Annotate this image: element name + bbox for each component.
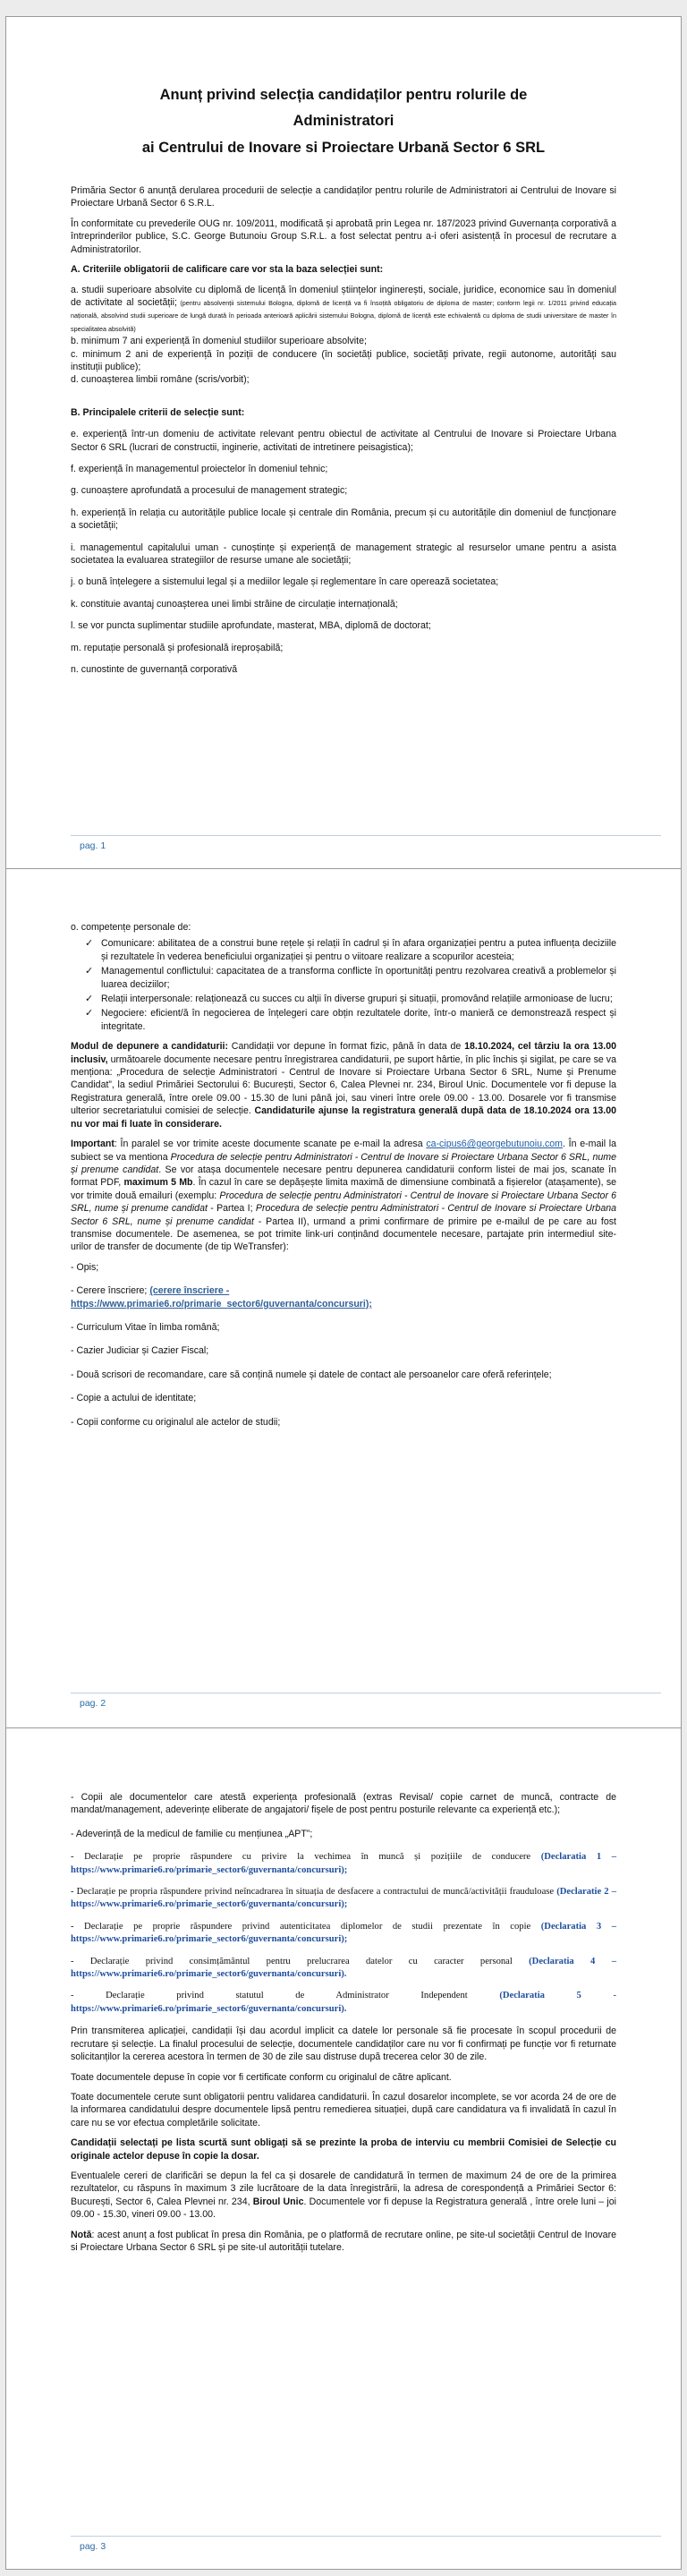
important-paragraph [71, 1138, 616, 1254]
important-text: . Se vor atașa documentele necesare pentru depunerea candidaturii conform listei de mai jos, scanate în format PDF, [71, 1164, 616, 1189]
checkmark-icon: ✓ [85, 1008, 94, 1019]
important-text: . În e-mail la subiect se va mentiona [71, 1139, 616, 1163]
important-text: : În paralel se vor trimite aceste documente scanate pe e-mail la adresa [114, 1139, 427, 1150]
size-limit: maximum 5 Mb [123, 1177, 193, 1189]
mandatory-paragraph: Toate documentele cerute sunt obligatorii pentru validarea candidaturii. În cazul dosarelor incomplete, se vor acorda 24 de ore de la informarea candidatului despre documentele lipsă pentru remedierea situației, după care candidatura va fi invalidată în cazul în care nu se vor efectua completările solicitate. [71, 2091, 616, 2128]
submission-paragraph [71, 1040, 616, 1130]
footer-divider [71, 835, 661, 836]
competence-item [71, 993, 616, 1005]
declaration-text: - Declarație pe proprie răspundere privind autenticitatea diplomelor de studii prezentate în copie [71, 1921, 541, 1932]
criterion-l: l. se vor puncta suplimentar studiile aprofundate, masterat, MBA, diplomă de doctorat; [71, 620, 431, 632]
competence-item [71, 965, 616, 991]
submission-text: Candidații vor depune în format fizic, până în data de [227, 1041, 465, 1053]
criterion-i: i. managementul capitalului uman - cunoștințe și experiență de management strategic al resurselor umane pentru a asista societatea la evaluarea strategiilor de resurse umane ale societății; [71, 542, 616, 567]
section-a-title: A. Criteriile obligatorii de calificare care vor sta la baza selecției sunt: [71, 264, 384, 276]
page-number: pag. 3 [80, 2541, 106, 2552]
competence-text: Comunicare: abilitatea de a construi bune rețele și relații în cadrul și în afara organizației pentru a putea influența deciziile și rezultatele în vederea beneficiului organizației și pentru o viitoare realizare a scopurilor acesteia; [101, 938, 616, 962]
declaration-4-link[interactable]: (Declaratia 4 – https://www.primarie6.ro/primarie_sector6/guvernanta/concursuri). [71, 1956, 616, 1980]
interview-paragraph: Candidații selectați pe lista scurtă sunt obligați să se prezinte la proba de interviu cu membrii Comisiei de Selecție cu originale actelor depuse în copie la dosar. [71, 2137, 616, 2162]
document-title-line-2: Administratori [293, 113, 394, 130]
cerere-url-link[interactable]: https://www.primarie6.ro/primarie_sector6/guvernanta/concursuri); [71, 1298, 372, 1309]
doc-cerere [71, 1284, 616, 1310]
intro-paragraph-2: În conformitate cu prevederile OUG nr. 109/2011, modificată și aprobată prin Legea nr. 187/2023 privind Guvernanța corporativă a întreprinderilor publice, S.C. George Butunoiu Group S.R.L. a fost selectat pentru a-i oferi asistență în procesul de recrutare a Administratorilor. [71, 218, 616, 255]
doc-cerere-text: - Cerere înscriere; [71, 1285, 150, 1297]
checkmark-icon: ✓ [85, 966, 94, 977]
declaration-5 [71, 1990, 616, 2016]
competence-item [71, 1007, 616, 1033]
checkmark-icon: ✓ [85, 938, 94, 950]
important-text: . În cazul în care se depășește limita maximă de dimensiune combinată a fișierelor (atașamente), se vor trimite două emailuri (exemplu: [71, 1177, 617, 1201]
declaration-1 [71, 1851, 616, 1877]
submission-deadline: 18.10.2024, cel târziu la ora 13.00 inclusiv, [71, 1041, 616, 1065]
competence-text: Relații interpersonale: relaționează cu succes cu alții în diverse grupuri și situații, promovând relațiile armonioase de lucru; [101, 994, 613, 1005]
submission-warning: Candidaturile ajunse la registratura generală după data de 18.10.2024 ora 13.00 nu vor mai fi luate în considerare. [71, 1105, 616, 1130]
criterion-m: m. reputație personală și profesională ireproșabilă; [71, 642, 284, 653]
contact-email-link[interactable]: ca-cipus6@georgebutunoiu.com [426, 1139, 564, 1150]
submission-label: Modul de depunere a candidaturii: [71, 1041, 228, 1053]
criterion-a-text: a. studii superioare absolvite cu diplomă de licență în domeniul științelor inginerești, sociale, juridice, economice sau în domeniul de activitate al societății; [71, 284, 616, 308]
criterion-h: h. experiență în relația cu autoritățile publice locale și centrale din România, precum și cu autoritățile din domeniul de funcționare a societății; [71, 507, 616, 532]
doc-studii: - Copii conforme cu originalul ale actelor de studii; [71, 1416, 281, 1428]
note-text: : acest anunț a fost publicat în presa din România, pe o platformă de recrutare online, pe site-ul societății Centrul de Inovare si Proiectare Urbana Sector 6 SRL și pe site-ul autorității tutelare. [71, 2229, 616, 2253]
email-subject-example: Procedura de selecție pentru Administratori - Centrul de Inovare si Proiectare Urbana Sector 6 SRL, nume și prenume candidat [71, 1203, 616, 1227]
cerere-link[interactable]: (cerere înscriere - [149, 1285, 230, 1297]
submission-text: următoarele documente necesare pentru înregistrarea candidaturii, pe suport hârtie, în plic închis și sigilat, pe care se va menționa: „Procedura de selecție Administratori - Centrul de Inovare si Proiectare Urbana Sector 6 SRL, Nume și Prenume Candidat”, la sediul Primăriei Sectorului 6: București, Sector 6, Calea Plevnei nr. 234, Biroul Unic. Documentele vor fi depuse la Registratura generală, între orele 09.00 - 15.30 de luni până joi, sau vineri între orele 09.00 - 13.00. Dosarele vor fi transmise ulterior secretariatului comisiei de selecție. [71, 1053, 616, 1117]
competence-text: Negociere: eficient/ă în negocierea de înțelegeri care obțin rezultatele dorite, într-o manieră ce demonstrează respect și integritate. [101, 1008, 616, 1032]
criterion-k: k. constituie avantaj cunoașterea unei limbi străine de circulație internațională; [71, 598, 398, 610]
criterion-j: j. o bună înțelegere a sistemului legal și a mediilor legale și reglementare în care operează societatea; [71, 576, 499, 588]
email-subject-example: Procedura de selecție pentru Administratori - Centrul de Inovare si Proiectare Urbana Sector 6 SRL, nume și prenume candidat [71, 1190, 616, 1215]
declaration-3-link[interactable]: (Declaratia 3 – https://www.primarie6.ro/primarie_sector6/guvernanta/concursuri); [71, 1921, 617, 1945]
intro-paragraph-1: Primăria Sector 6 anunță derularea procedurii de selecție a candidaților pentru rolurile de Administratori ai Centrului de Inovare si Proiectare Urbană Sector 6 S.R.L. [71, 185, 616, 209]
criterion-a-note: (pentru absolvenții sistemului Bologna, diplomă de licență va fi însoțită obligatoriu de diploma de master; conform legii nr. 1/2011 privind educația națională, absolvind studii superioare de lungă durată în perioada anterioară aplicării sistemului Bologna, diplomă de licență este echivalentă cu diploma de studii universitare de master în specialitatea absolvită) [71, 298, 617, 333]
document-title-line-1: Anunț privind selecția candidaților pentru rolurile de [159, 87, 528, 103]
doc-adeverinta: - Adeverință de la medicul de familie cu mențiunea „APT”; [71, 1828, 313, 1839]
declaration-2 [71, 1886, 616, 1912]
doc-cazier: - Cazier Judiciar și Cazier Fiscal; [71, 1345, 209, 1357]
criterion-a [71, 284, 616, 336]
doc-experienta: - Copii ale documentelor care atestă experiența profesională (extras Revisal/ copie carnet de muncă, contracte de mandat/management, adeverințe eliberate de angajatori/ fișele de post pentru posturile relevante ca experiență etc.); [71, 1792, 616, 1816]
checkmark-icon: ✓ [85, 994, 94, 1005]
declaration-1-link[interactable]: (Declaratia 1 – https://www.primarie6.ro/primarie_sector6/guvernanta/concursuri); [71, 1852, 616, 1875]
document-page-1 [5, 16, 682, 871]
important-text: - Partea I; [207, 1203, 256, 1215]
important-label: Important [71, 1139, 114, 1150]
declaration-text: - Declarație pe proprie răspundere cu privire la vechimea în muncă și pozițiile de conducere [71, 1852, 541, 1863]
copies-paragraph: Toate documentele depuse în copie vor fi certificate conform cu originalul de către aplicant. [71, 2071, 452, 2083]
competence-text: Managementul conflictului: capacitatea de a transforma conflicte în oportunități pentru rezolvarea creativă a problemelor și luarea deciziilor; [101, 966, 616, 990]
document-title-line-3: ai Centrului de Inovare si Proiectare Urbană Sector 6 SRL [141, 139, 546, 156]
declaration-5-link[interactable]: (Declaratia 5 - https://www.primarie6.ro/primarie_sector6/guvernanta/concursuri). [71, 1991, 616, 2014]
criterion-f: f. experiență în managementul proiectelor în domeniul tehnic; [71, 463, 328, 474]
declaration-4 [71, 1956, 616, 1982]
declaration-text: - Declarație privind statutul de Administrator Independent [71, 1991, 500, 2001]
page-number: pag. 2 [80, 1698, 106, 1709]
criterion-c: c. minimum 2 ani de experiență în poziții de conducere (în societăți publice, societăți private, regii autonome, autorități sau instituții publice); [71, 348, 616, 372]
section-b-title: B. Principalele criterii de selecție sunt: [71, 406, 245, 418]
declaration-2-link[interactable]: (Declaratie 2 – https://www.primarie6.ro/primarie_sector6/guvernanta/concursuri); [71, 1887, 616, 1910]
declaration-3 [71, 1921, 616, 1947]
criterion-n: n. cunostinte de guvernanță corporativă [71, 664, 238, 676]
footer-divider [71, 2536, 661, 2537]
criterion-o: o. competențe personale de: [71, 922, 191, 933]
competence-item [71, 937, 616, 963]
declaration-text: - Declarație pe propria răspundere privind neîncadrarea în situația de desfacere a contractului de muncă/activității frauduloase [71, 1887, 557, 1898]
clarifications-text: . Documentele vor fi depuse la Registratura generală , între orele luni – joi 09.00 - 15.30, vineri 09.00 - 13.00. [71, 2196, 616, 2221]
criterion-g: g. cunoaștere aprofundată a procesului de management strategic; [71, 485, 348, 497]
declaration-text: - Declarație privind consimțământul pentru prelucrarea datelor cu caracter personal [71, 1956, 530, 1966]
criterion-e: e. experiență într-un domeniu de activitate relevant pentru obiectul de activitate al Centrului de Inovare si Proiectare Urbana Sector 6 SRL (lucrari de constructii, inginerie, activitati de intretinere peisagistica); [71, 429, 616, 453]
important-text: - Partea II), urmand a primi confirmare de primire pe e-mailul de pe care au fost transmise documentele. De asemenea, se pot trimite link-uri conținând documentele necesare, partajate prin intermediul site-urilor de transfer de documente (de tip WeTransfer): [71, 1215, 617, 1253]
gdpr-paragraph: Prin transmiterea aplicației, candidații își dau acordul implicit ca datele lor personale să fie procesate în scopul procedurii de recrutare și selecție. La finalul procesului de selecție, documentele candidaților care nu vor fi confirmați pe funcție vor fi returnate solicitanților la cererea acestora în termen de 30 de zile sau distruse după trecerea celor 30 de zile. [71, 2026, 616, 2063]
email-subject: Procedura de selecție pentru Administratori - Centrul de Inovare si Proiectare Urbana Sector 6 SRL, nume și prenume candidat [71, 1151, 617, 1175]
doc-cv: - Curriculum Vitae în limba română; [71, 1321, 220, 1333]
office-name: Biroul Unic [252, 2196, 304, 2207]
document-page-2 [5, 868, 682, 1729]
page-number: pag. 1 [80, 840, 106, 851]
clarifications-paragraph [71, 2170, 616, 2222]
clarifications-text: Eventualele cereri de clarificări se depun la fel ca și dosarele de candidatură în termen de maximum 24 de ore de la primirea rezultatelor, cu răspuns în maximum 3 zile lucrătoare de la data înregistrării, la adresa de corespondență a Primăriei Sector 6: București, Sector 6, Calea Plevnei nr. 234, [71, 2170, 616, 2207]
note-paragraph [71, 2229, 616, 2255]
note-label: Notă [71, 2229, 92, 2240]
competences-list [71, 937, 616, 1033]
doc-recomandare: - Două scrisori de recomandare, care să conțină numele și datele de contact ale persoanelor care oferă referințele; [71, 1369, 552, 1380]
doc-identitate: - Copie a actului de identitate; [71, 1393, 197, 1404]
doc-opis: - Opis; [71, 1261, 99, 1273]
criterion-d: d. cunoașterea limbii române (scris/vorbit); [71, 374, 250, 386]
document-page-3 [5, 1727, 682, 2570]
criterion-b: b. minimum 7 ani experiență în domeniul studiilor superioare absolvite; [71, 336, 367, 347]
